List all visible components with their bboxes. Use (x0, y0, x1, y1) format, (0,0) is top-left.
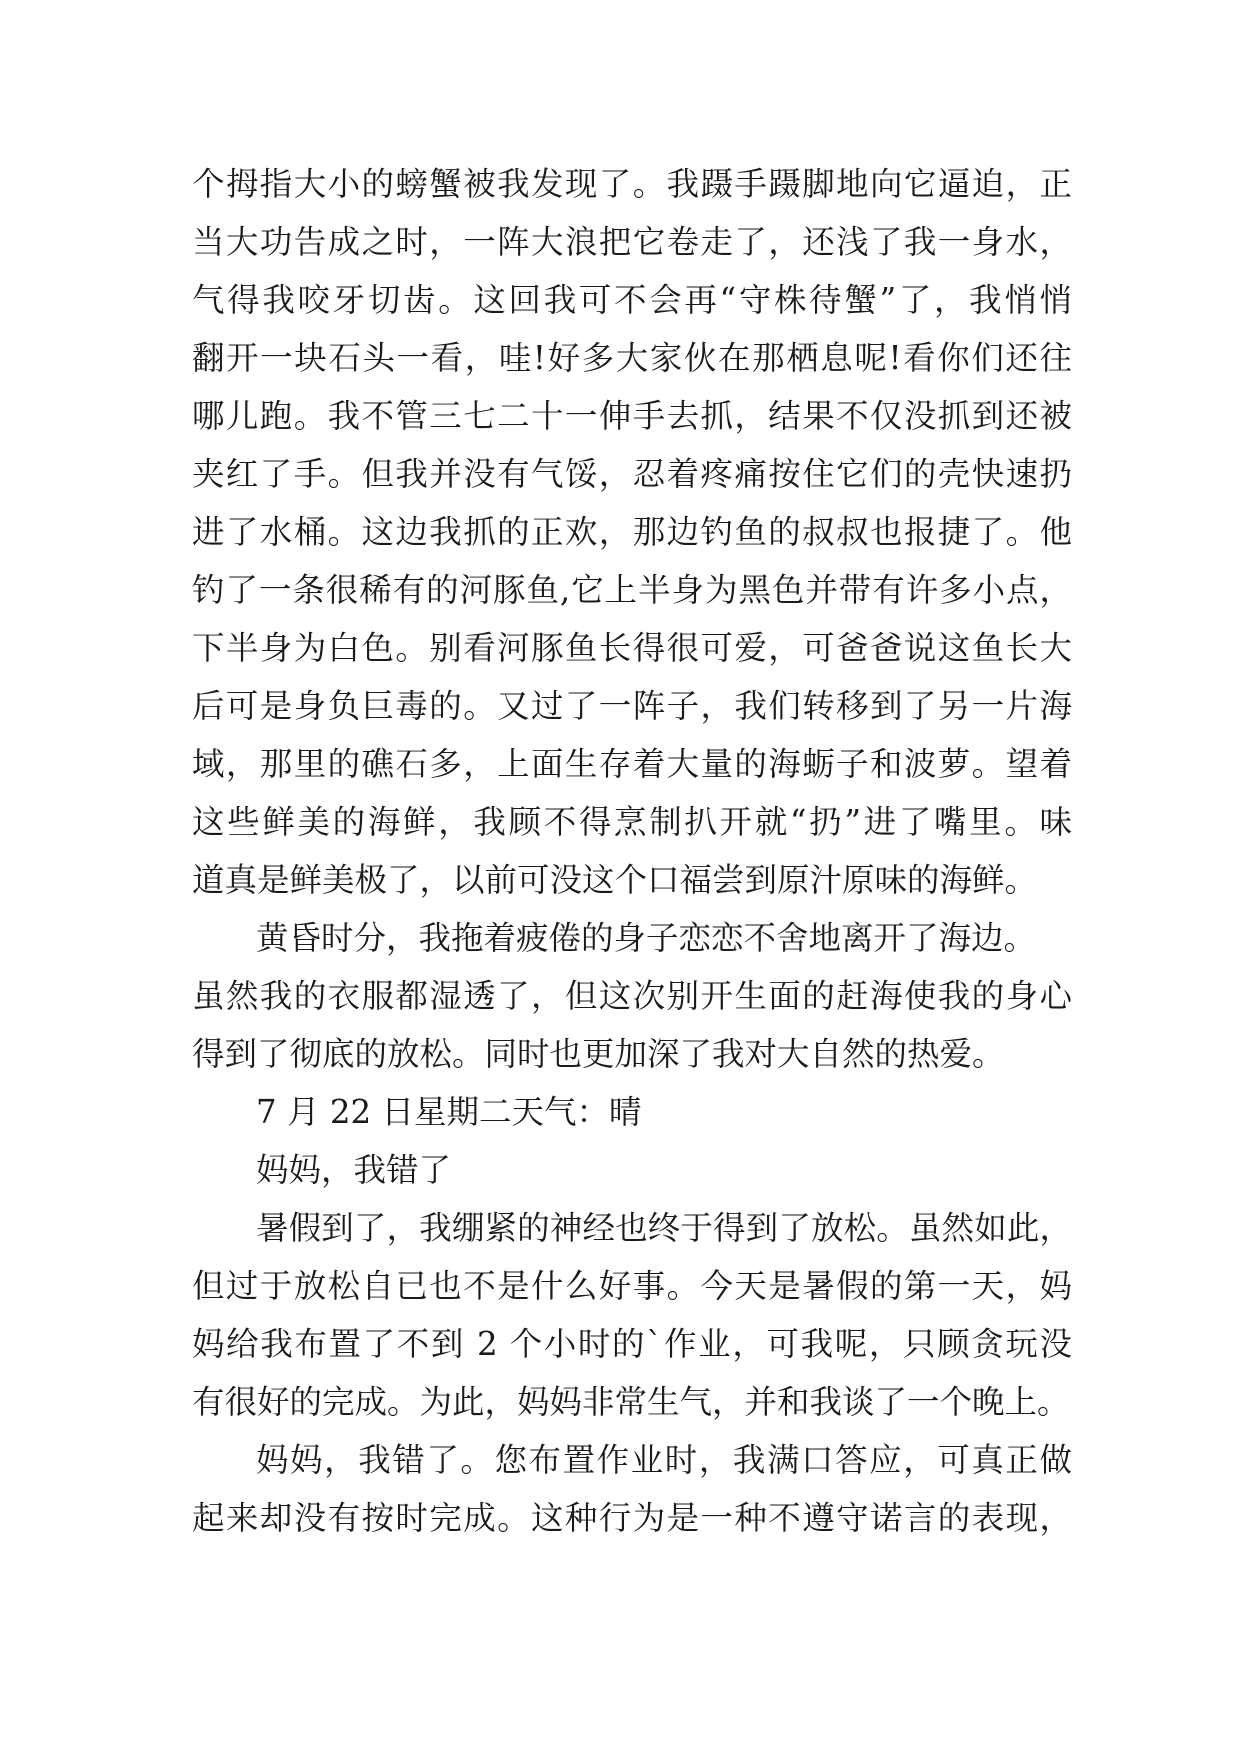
paragraph-start-line: 黄昏时分，我拖着疲倦的身子恋恋不舍地离开了海边。 (256, 919, 1037, 957)
paragraph-start-line: 妈妈，我错了。您布置作业时，我满口答应，可真正做 (256, 1441, 1072, 1479)
text-line: 翻开一块石头一看，哇!好多大家伙在那栖息呢!看你们还往 (192, 339, 1072, 377)
text-line: 这些鲜美的海鲜，我顾不得烹制扒开就“扔”进了嘴里。味 (192, 803, 1072, 841)
text-line: 道真是鲜美极了，以前可没这个口福尝到原汁原味的海鲜。 (192, 861, 1038, 899)
text-line: 下半身为白色。别看河豚鱼长得很可爱，可爸爸说这鱼长大 (192, 629, 1072, 667)
paragraph-start-line: 暑假到了，我绷紧的神经也终于得到了放松。虽然如此， (256, 1209, 1072, 1247)
diary-title: 妈妈，我错了 (256, 1151, 452, 1189)
diary-date-line: 7 月 22 日星期二天气：晴 (256, 1093, 642, 1131)
text-line: 当大功告成之时，一阵大浪把它卷走了，还浅了我一身水， (192, 223, 1072, 261)
text-line: 域，那里的礁石多，上面生存着大量的海蛎子和波萝。望着 (192, 745, 1072, 783)
text-line: 进了水桶。这边我抓的正欢，那边钓鱼的叔叔也报捷了。他 (192, 513, 1072, 551)
text-line: 钓了一条很稀有的河豚鱼,它上半身为黑色并带有许多小点， (192, 571, 1072, 609)
text-line: 哪儿跑。我不管三七二十一伸手去抓，结果不仅没抓到还被 (192, 397, 1072, 435)
text-line: 夹红了手。但我并没有气馁，忍着疼痛按住它们的壳快速扔 (192, 455, 1072, 493)
text-line: 个拇指大小的螃蟹被我发现了。我蹑手蹑脚地向它逼迫，正 (192, 165, 1072, 203)
text-line: 妈给我布置了不到 2 个小时的`作业，可我呢，只顾贪玩没 (192, 1325, 1072, 1363)
text-line: 气得我咬牙切齿。这回我可不会再“守株待蟹”了，我悄悄 (192, 281, 1072, 319)
text-line: 起来却没有按时完成。这种行为是一种不遵守诺言的表现， (192, 1499, 1072, 1537)
text-line: 后可是身负巨毒的。又过了一阵子，我们转移到了另一片海 (192, 687, 1072, 725)
text-line: 有很好的完成。为此，妈妈非常生气，并和我谈了一个晚上。 (192, 1383, 1070, 1421)
text-line: 得到了彻底的放松。同时也更加深了我对大自然的热爱。 (192, 1035, 1005, 1073)
text-line: 虽然我的衣服都湿透了，但这次别开生面的赶海使我的身心 (192, 977, 1072, 1015)
text-line: 但过于放松自已也不是什么好事。今天是暑假的第一天，妈 (192, 1267, 1072, 1305)
document-body (192, 155, 1072, 1547)
